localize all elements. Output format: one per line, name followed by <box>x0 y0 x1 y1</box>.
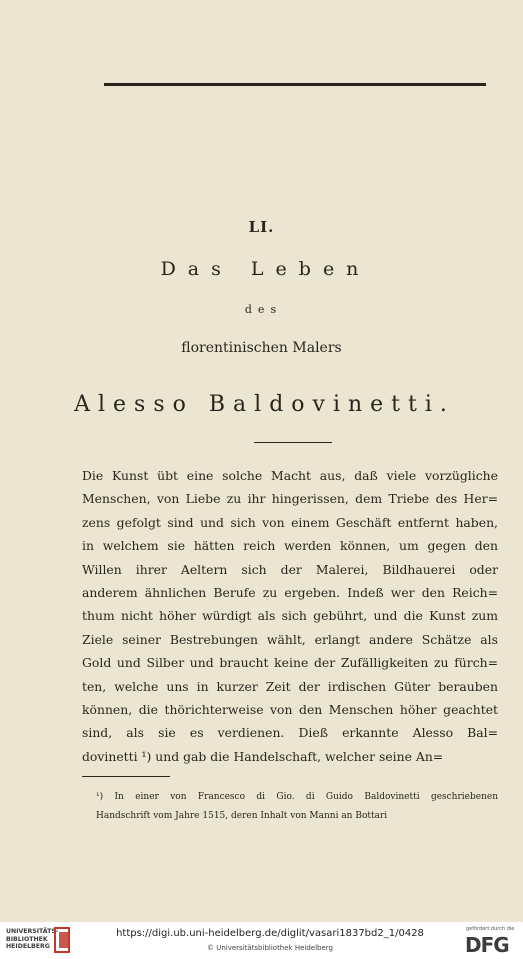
title-main: Das Leben <box>160 258 371 280</box>
body-line: thum nicht höher würdigt als sich gebührt, und die Kunst zum <box>82 608 498 624</box>
title-des: des <box>244 303 283 316</box>
title-rule <box>254 442 332 443</box>
body-line: Ziele seiner Bestrebungen wählt, erlangt andere Schätze als <box>82 631 498 647</box>
body-line: können, die thörichterweise von den Menschen höher geachtet <box>82 701 498 717</box>
library-logo-label: UNIVERSITÄTS- BIBLIOTHEK HEIDELBERG <box>6 928 59 950</box>
title-subtitle: florentinischen Malers <box>181 340 342 356</box>
body-line: dovinetti ¹) und gab die Handelschaft, welcher seine An= <box>82 748 444 764</box>
header-rule <box>104 83 486 86</box>
body-line: Willen ihrer Aeltern sich der Malerei, Bildhauerei oder <box>82 561 498 577</box>
chapter-number: LI. <box>248 218 275 236</box>
body-text <box>82 464 498 768</box>
title-name: Alesso Baldovinetti. <box>74 392 455 417</box>
library-logo-icon <box>52 926 74 954</box>
body-line: Menschen, von Liebe zu ihr hingerissen, dem Triebe des Her= <box>82 491 498 507</box>
body-line: anderem ähnlichen Berufe zu ergeben. Indeß wer den Reich= <box>82 584 498 600</box>
body-line: Gold und Silber und braucht keine der Zufälligkeiten zu fürch= <box>82 655 498 671</box>
dfg-caption: gefördert durch die <box>466 926 515 932</box>
body-line: sind, als sie es verdienen. Dieß erkannte Alesso Bal= <box>82 725 498 741</box>
body-line: zens gefolgt sind und sich von einem Geschäft entfernt haben, <box>82 514 498 530</box>
page-url-link[interactable]: https://digi.ub.uni-heidelberg.de/diglit/vasari1837bd2_1/0428 <box>116 928 424 939</box>
footnote <box>96 788 498 826</box>
footnote-rule <box>82 776 170 777</box>
dfg-logo: DFG <box>465 933 509 957</box>
viewer-footer <box>0 922 523 959</box>
body-line: ten, welche uns in kurzer Zeit der irdischen Güter berauben <box>82 678 498 694</box>
footnote-line: ¹) In einer von Francesco di Gio. di Guido Baldovinetti geschriebenen <box>96 792 498 802</box>
bleed-through-text <box>286 50 516 70</box>
body-line: Die Kunst übt eine solche Macht aus, daß viele vorzügliche <box>82 468 498 483</box>
body-line: in welchem sie hätten reich werden können, um gegen den <box>82 538 498 554</box>
footnote-line: Handschrift vom Jahre 1515, deren Inhalt von Manni an Bottari <box>96 811 388 821</box>
copyright-text: © Universitätsbibliothek Heidelberg <box>206 944 333 952</box>
library-logo-text <box>6 928 59 951</box>
